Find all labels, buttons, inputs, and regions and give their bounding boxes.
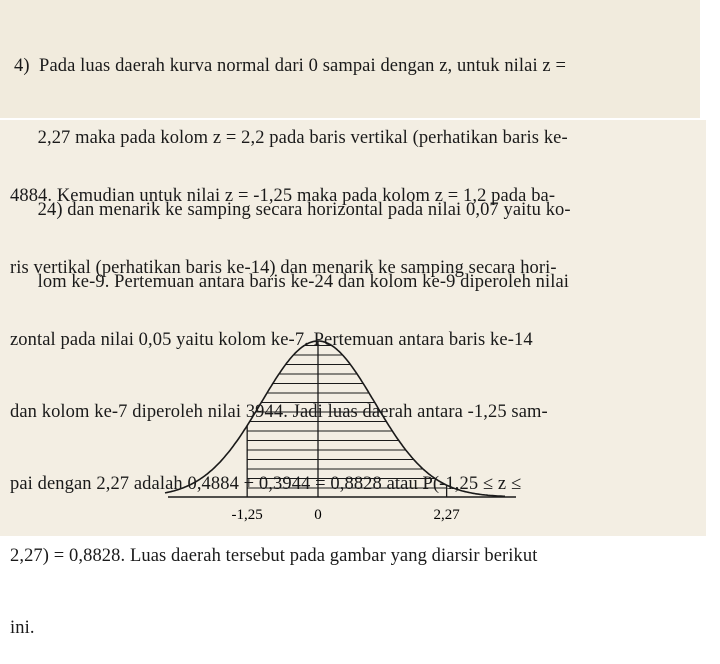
text-line: 24) dan menarik ke samping secara horizontal pada nilai 0,07 yaitu ko- <box>14 200 571 220</box>
text-line: pai dengan 2,27 adalah 0,4884 + 0,3944 = 0,8828 atau P(-1,25 ≤ z ≤ <box>10 474 522 494</box>
text-line: 4884. Kemudian untuk nilai z = -1,25 maka pada kolom z = 1,2 pada ba- <box>10 186 556 206</box>
text-line: zontal pada nilai 0,05 yaitu kolom ke-7. Pertemuan antara baris ke-14 <box>10 330 533 350</box>
text-line: ini. <box>10 618 35 638</box>
text-line: 4) Pada luas daerah kurva normal dari 0 sampai dengan z, untuk nilai z = <box>14 56 567 76</box>
text-line: lom ke-9. Pertemuan antara baris ke-24 dan kolom ke-9 diperoleh nilai <box>14 272 570 292</box>
axis-label-left: -1,25 <box>231 507 263 523</box>
axis-label-right: 2,27 <box>433 507 460 523</box>
text-line: 2,27 maka pada kolom z = 2,2 pada baris vertikal (perhatikan baris ke- <box>14 128 568 148</box>
axis-label-zero: 0 <box>314 507 322 523</box>
text-line: dan kolom ke-7 diperoleh nilai 3944. Jadi luas daerah antara -1,25 sam- <box>10 402 548 422</box>
text-line: 2,27) = 0,8828. Luas daerah tersebut pada gambar yang diarsir berikut <box>10 546 538 566</box>
text-line: ris vertikal (perhatikan baris ke-14) dan menarik ke samping secara hori- <box>10 258 557 278</box>
shaded-area-hatching <box>247 346 446 489</box>
